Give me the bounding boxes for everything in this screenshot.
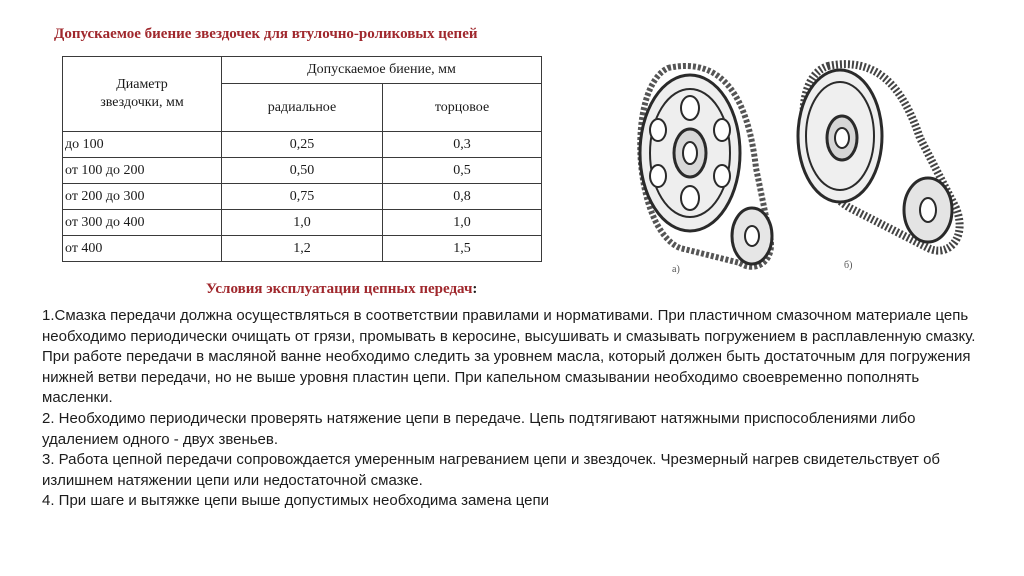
- cell-radial: 0,75: [222, 184, 383, 210]
- chain-drive-b: [798, 64, 960, 271]
- operating-conditions: [42, 306, 992, 512]
- condition-paragraph: 2. Необходимо периодически проверять натяжение цепи в передаче. Цепь подтягивают натяжными приспособлениями либо удалением одного - двух звеньев.: [42, 409, 916, 448]
- figure-label-b: б): [844, 260, 853, 271]
- subtitle-colon: :: [472, 281, 478, 297]
- cell-axial: 0,8: [383, 184, 542, 210]
- header-diameter-line2: звездочки, мм: [100, 95, 184, 110]
- cell-axial: 1,0: [383, 210, 542, 236]
- chain-drive-illustration: [628, 58, 974, 276]
- slide-title: Допускаемое биение звездочек для втулочно-роликовых цепей: [54, 26, 478, 42]
- cell-range: до 100: [63, 132, 222, 158]
- cell-radial: 1,2: [222, 236, 383, 262]
- header-axial: торцовое: [383, 84, 542, 132]
- chain-drive-a: [640, 66, 772, 275]
- cell-axial: 0,3: [383, 132, 542, 158]
- table-row: [63, 132, 542, 158]
- cell-radial: 1,0: [222, 210, 383, 236]
- subtitle-text: Условия эксплуатации цепных передач: [206, 281, 473, 297]
- cell-axial: 1,5: [383, 236, 542, 262]
- header-runout: Допускаемое биение, мм: [222, 57, 542, 84]
- section-subtitle: [206, 281, 477, 298]
- condition-paragraph: 3. Работа цепной передачи сопровождается умеренным нагреванием цепи и звездочек. Чрезмерный нагрев свидетельствует об излишнем натяжении цепи или недостаточной смазке.: [42, 451, 941, 489]
- table-row: [63, 184, 542, 210]
- cell-axial: 0,5: [383, 158, 542, 184]
- cell-range: от 400: [63, 236, 222, 262]
- header-diameter-line1: Диаметр: [116, 77, 168, 92]
- table-row: [63, 236, 542, 262]
- table-header-row: [63, 57, 542, 84]
- runout-table: [62, 56, 542, 262]
- cell-radial: 0,25: [222, 132, 383, 158]
- cell-range: от 200 до 300: [63, 184, 222, 210]
- table-row: [63, 210, 542, 236]
- figure-label-a: а): [672, 264, 680, 275]
- condition-paragraph: 4. При шаге и вытяжке цепи выше допустимых необходима замена цепи: [42, 492, 550, 510]
- header-diameter: [63, 57, 222, 132]
- cell-range: от 100 до 200: [63, 158, 222, 184]
- header-radial: радиальное: [222, 84, 383, 132]
- table-row: [63, 158, 542, 184]
- cell-radial: 0,50: [222, 158, 383, 184]
- cell-range: от 300 до 400: [63, 210, 222, 236]
- condition-paragraph: 1.Смазка передачи должна осуществляться в соответствии правилами и нормативами. При пластичном смазочном материале цепь необходимо периодически очищать от грязи, промывать в керосине, высушивать и смазывать погружением в расплавленную смазку. При работе передачи в масляной ванне необходимо следить за уровнем масла, который должен быть достаточным для погружения нижней ветви передачи, но не выше уровня пластин цепи. При капельном смазывании необходимо своевременно пополнять масленки.: [42, 307, 976, 407]
